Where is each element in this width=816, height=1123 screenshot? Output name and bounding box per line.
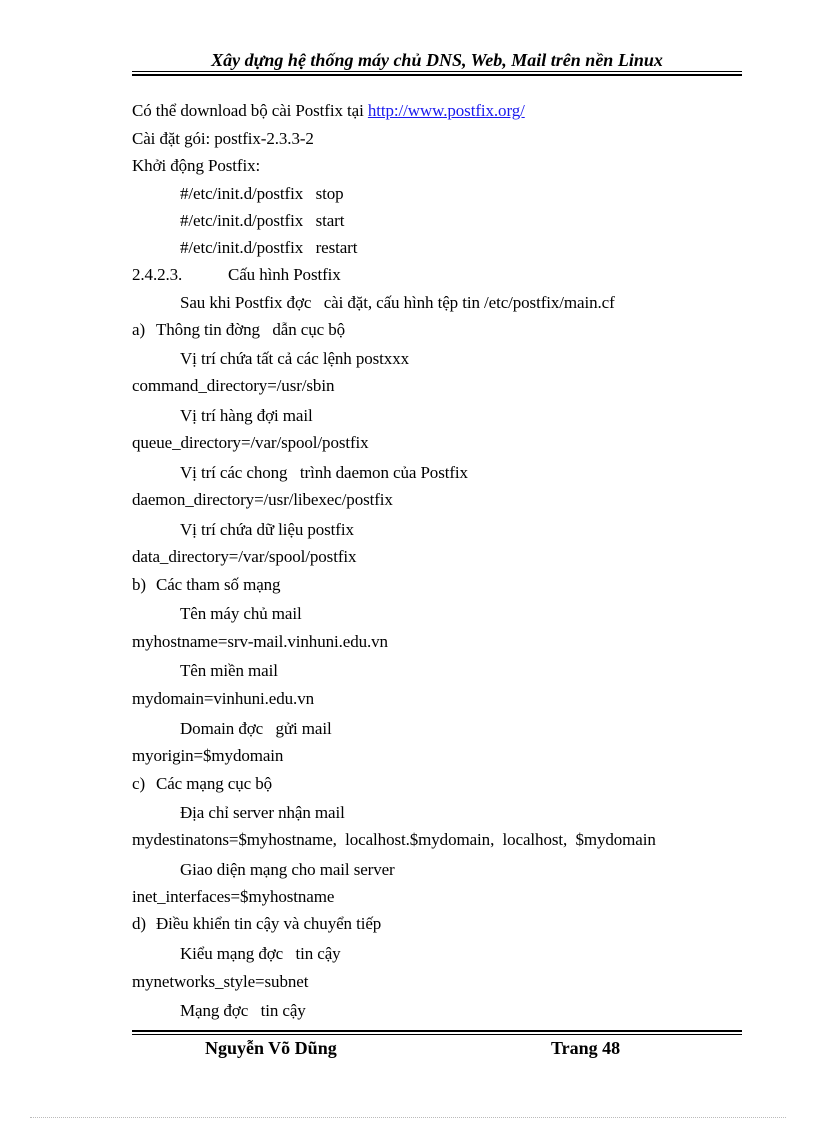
- command-stop: #/etc/init.d/postfix stop: [180, 184, 344, 203]
- queue-dir-config: queue_directory=/var/spool/postfix: [132, 433, 369, 452]
- data-dir-desc: Vị trí chứa dữ liệu postfix: [180, 520, 354, 539]
- page-bottom-border: [30, 1117, 786, 1118]
- postfix-link[interactable]: http://www.postfix.org/: [367, 101, 525, 120]
- subsection-d: [132, 914, 381, 934]
- network-style-config: mynetworks_style=subnet: [132, 972, 309, 991]
- command-dir-desc: Vị trí chứa tất cả các lệnh postxxx: [180, 349, 409, 368]
- destination-desc: Địa chỉ server nhận mail: [180, 803, 345, 822]
- subsection-a-marker: a): [132, 320, 146, 339]
- subsection-b-title: Các tham số mạng: [156, 575, 281, 594]
- footer-author: Nguyễn Võ Dũng: [205, 1038, 337, 1058]
- start-heading: Khởi động Postfix:: [132, 156, 261, 175]
- subsection-d-marker: d): [132, 914, 146, 933]
- origin-desc: Domain đợc gửi mail: [180, 719, 332, 738]
- footer-page-number: Trang 48: [551, 1038, 621, 1058]
- subsection-b-marker: b): [132, 575, 146, 594]
- subsection-b: [132, 575, 280, 595]
- data-dir-config: data_directory=/var/spool/postfix: [132, 547, 357, 566]
- destination-config: mydestinatons=$myhostname, localhost.$mydomain, localhost, $mydomain: [132, 830, 656, 849]
- interface-config: inet_interfaces=$myhostname: [132, 887, 335, 906]
- intro-paragraph: Sau khi Postfix đợc cài đặt, cấu hình tệp tin /etc/postfix/main.cf: [180, 293, 615, 312]
- domain-config: mydomain=vinhuni.edu.vn: [132, 689, 314, 708]
- subsection-c-title: Các mạng cục bộ: [156, 774, 273, 793]
- daemon-dir-desc: Vị trí các chong trình daemon của Postfix: [180, 463, 468, 482]
- footer-rule-thick: [132, 1030, 742, 1032]
- domain-desc: Tên miền mail: [180, 661, 278, 680]
- subsection-c-marker: c): [132, 774, 146, 793]
- install-package-line: Cài đặt gói: postfix-2.3.3-2: [132, 129, 314, 148]
- command-start: #/etc/init.d/postfix start: [180, 211, 345, 230]
- footer-rule: [132, 1034, 742, 1035]
- header-rule-thick: [132, 74, 742, 76]
- network-style-desc: Kiểu mạng đợc tin cậy: [180, 944, 341, 963]
- hostname-desc: Tên máy chủ mail: [180, 604, 302, 623]
- section-number: 2.4.2.3.: [132, 265, 183, 284]
- download-line: [132, 101, 525, 121]
- subsection-d-title: Điều khiển tin cậy và chuyển tiếp: [156, 914, 382, 933]
- subsection-a: [132, 320, 345, 340]
- interface-desc: Giao diện mạng cho mail server: [180, 860, 395, 879]
- header-title: Xây dựng hệ thống máy chủ DNS, Web, Mail trên nền Linux: [211, 50, 663, 70]
- daemon-dir-config: daemon_directory=/usr/libexec/postfix: [132, 490, 393, 509]
- subsection-a-title: Thông tin đờng dẫn cục bộ: [156, 320, 346, 339]
- download-text: Có thể download bộ cài Postfix tại: [132, 101, 368, 120]
- queue-dir-desc: Vị trí hàng đợi mail: [180, 406, 313, 425]
- section-heading: [132, 265, 341, 285]
- header-rule: [132, 71, 742, 72]
- hostname-config: myhostname=srv-mail.vinhuni.edu.vn: [132, 632, 388, 651]
- origin-config: myorigin=$mydomain: [132, 746, 284, 765]
- command-dir-config: command_directory=/usr/sbin: [132, 376, 335, 395]
- section-title: Cấu hình Postfix: [228, 265, 341, 284]
- command-restart: #/etc/init.d/postfix restart: [180, 238, 358, 257]
- subsection-c: [132, 774, 272, 794]
- trusted-network-desc: Mạng đợc tin cậy: [180, 1001, 306, 1020]
